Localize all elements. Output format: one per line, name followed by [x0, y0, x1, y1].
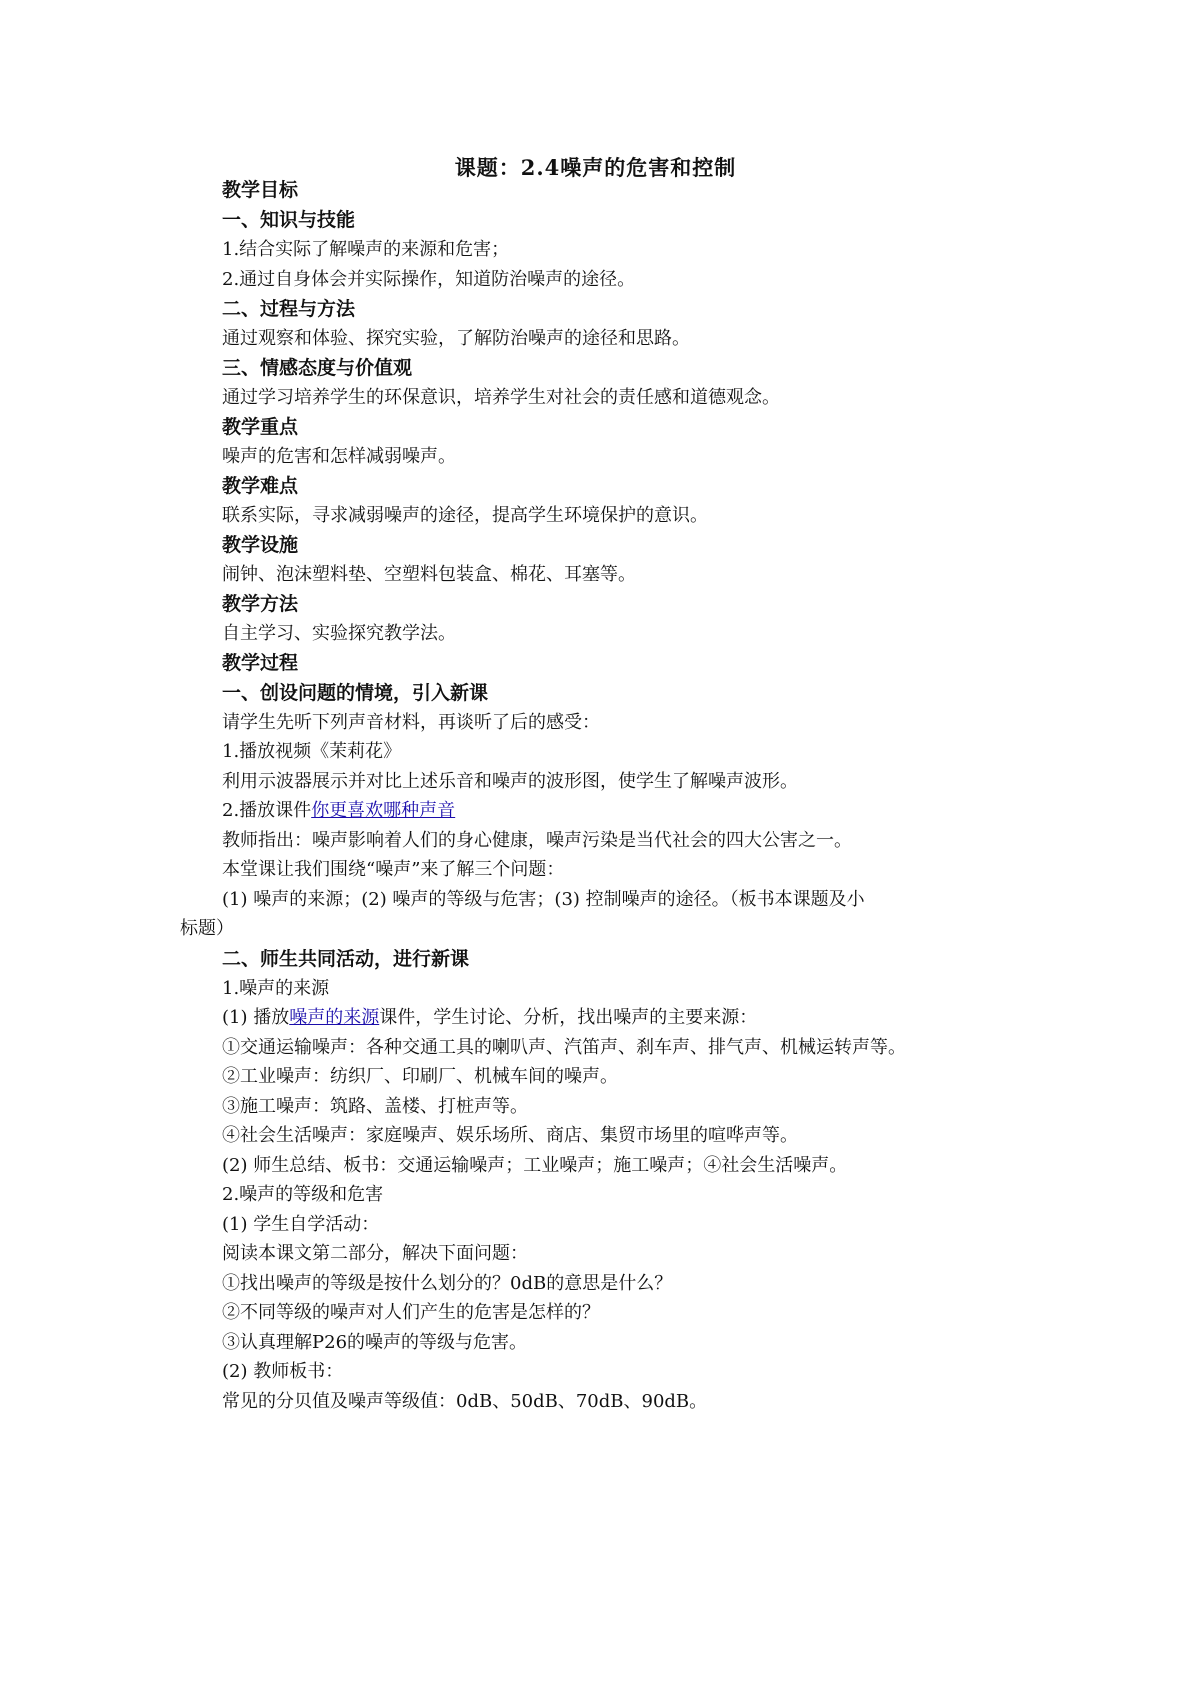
- doc-title: 课题：2.4噪声的危害和控制: [454, 155, 737, 180]
- paragraph-with-link: [222, 1006, 757, 1030]
- heading-methods: 教学方法: [222, 593, 299, 615]
- paragraph: 2.噪声的等级和危害: [222, 1184, 384, 1205]
- paragraph-with-link: [222, 799, 455, 823]
- heading-attitudes-values: 三、情感态度与价值观: [222, 357, 413, 379]
- link-which-sound-courseware[interactable]: 你更喜欢哪种声音: [311, 800, 456, 821]
- paragraph: (2) 教师板书：: [222, 1361, 344, 1382]
- heading-process: 教学过程: [222, 652, 299, 674]
- heading-facilities: 教学设施: [222, 534, 299, 556]
- list-item: ②不同等级的噪声对人们产生的危害是怎样的？: [222, 1302, 600, 1323]
- link-prefix: (1) 播放: [222, 1007, 290, 1028]
- paragraph: 常见的分贝值及噪声等级值：0dB、50dB、70dB、90dB。: [222, 1391, 708, 1412]
- list-item: ③施工噪声：筑路、盖楼、打桩声等。: [222, 1096, 528, 1117]
- list-item: ④社会生活噪声：家庭噪声、娱乐场所、商店、集贸市场里的喧哗声等。: [222, 1125, 798, 1146]
- heading-difficulties: 教学难点: [222, 475, 299, 497]
- link-prefix: 2.播放课件: [222, 800, 312, 821]
- paragraph: 教师指出：噪声影响着人们的身心健康，噪声污染是当代社会的四大公害之一。: [222, 830, 852, 851]
- paragraph: 自主学习、实验探究教学法。: [222, 623, 456, 644]
- paragraph: 阅读本课文第二部分，解决下面问题：: [222, 1243, 528, 1264]
- paragraph: 通过学习培养学生的环保意识，培养学生对社会的责任感和道德观念。: [222, 387, 780, 408]
- paragraph: 噪声的危害和怎样减弱噪声。: [222, 446, 456, 467]
- list-item: ①找出噪声的等级是按什么划分的？0dB的意思是什么？: [222, 1273, 673, 1294]
- paragraph: 1.结合实际了解噪声的来源和危害；: [222, 239, 510, 260]
- link-suffix: 课件，学生讨论、分析，找出噪声的主要来源：: [379, 1007, 758, 1028]
- paragraph: 2.通过自身体会并实际操作，知道防治噪声的途径。: [222, 269, 636, 290]
- paragraph: 通过观察和体验、探究实验，了解防治噪声的途径和思路。: [222, 328, 690, 349]
- heading-key-points: 教学重点: [222, 416, 299, 438]
- heading-teaching-objectives: 教学目标: [222, 179, 299, 201]
- paragraph-continuation: 标题）: [180, 918, 234, 939]
- list-item: ①交通运输噪声：各种交通工具的喇叭声、汽笛声、刹车声、排气声、机械运转声等。: [222, 1037, 906, 1058]
- heading-knowledge-skills: 一、知识与技能: [222, 209, 356, 231]
- list-item: ②工业噪声：纺织厂、印刷厂、机械车间的噪声。: [222, 1066, 618, 1087]
- paragraph: 请学生先听下列声音材料，再谈听了后的感受：: [222, 712, 600, 733]
- paragraph: (1) 学生自学活动：: [222, 1214, 380, 1235]
- paragraph: 利用示波器展示并对比上述乐音和噪声的波形图，使学生了解噪声波形。: [222, 771, 798, 792]
- heading-intro: 一、创设问题的情境，引入新课: [222, 682, 489, 704]
- paragraph: (1) 噪声的来源；(2) 噪声的等级与危害；(3) 控制噪声的途径。（板书本课题及小: [222, 889, 865, 910]
- paragraph: 1.播放视频《茉莉花》: [222, 741, 402, 762]
- list-item: ③认真理解P26的噪声的等级与危害。: [222, 1332, 528, 1353]
- paragraph: 联系实际，寻求减弱噪声的途径，提高学生环境保护的意识。: [222, 505, 708, 526]
- paragraph: (2) 师生总结、板书：交通运输噪声；工业噪声；施工噪声；④社会生活噪声。: [222, 1155, 848, 1176]
- paragraph: 1.噪声的来源: [222, 978, 330, 999]
- heading-process-methods: 二、过程与方法: [222, 298, 356, 320]
- paragraph: 闹钟、泡沫塑料垫、空塑料包装盒、棉花、耳塞等。: [222, 564, 636, 585]
- link-noise-sources-courseware[interactable]: 噪声的来源: [289, 1007, 380, 1028]
- heading-new-lesson: 二、师生共同活动，进行新课: [222, 948, 470, 970]
- paragraph: 本堂课让我们围绕“噪声”来了解三个问题：: [222, 859, 565, 880]
